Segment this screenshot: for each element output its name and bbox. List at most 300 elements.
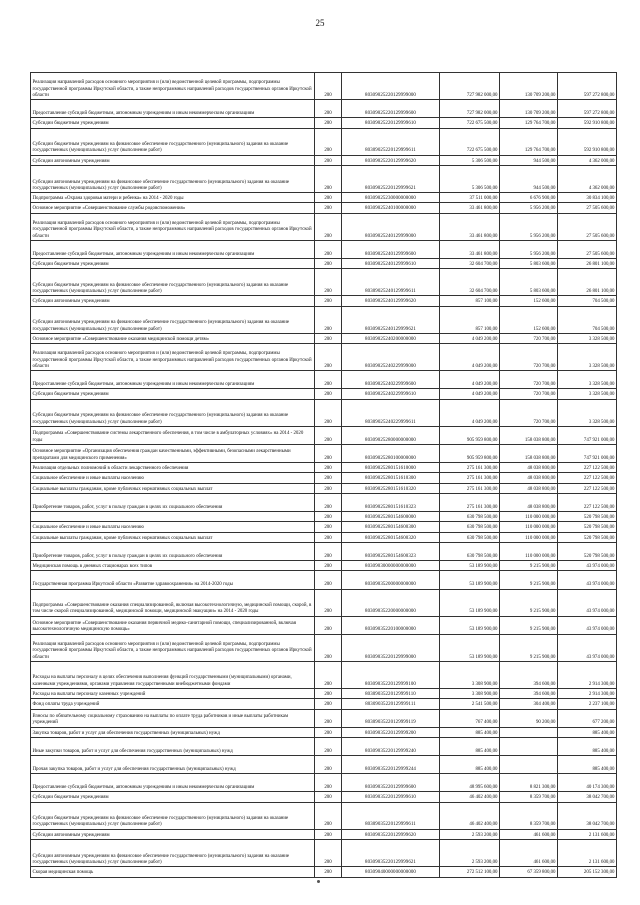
expense-name-cell: Субсидии бюджетным учреждениям на финансовое обеспечение государственного (муниципального) задания на оказание государственных (муниципальных) услуг (выполнение работ) bbox=[31, 802, 315, 829]
expense-name-cell: Предоставление субсидий бюджетным, автономным учреждениям и иным некоммерческим организациям bbox=[31, 240, 315, 258]
classification-code-cell: 80309035220129999621 bbox=[342, 840, 440, 867]
admin-code-cell: 200 bbox=[315, 118, 342, 128]
admin-code-cell: 200 bbox=[315, 344, 342, 371]
classification-code-cell: 80309025280154600300 bbox=[342, 522, 440, 532]
classification-code-cell: 80309035220129999240 bbox=[342, 738, 440, 756]
amount-third-cell: 747 921 000,00 bbox=[558, 426, 617, 444]
table-row bbox=[31, 532, 617, 542]
amount-total-cell: 2 593 200,00 bbox=[440, 840, 500, 867]
classification-code-cell: 80309040000000000000 bbox=[342, 867, 440, 877]
classification-code-cell: 80309035220000000000 bbox=[342, 589, 440, 616]
expense-name-cell: Подпрограмма «Совершенствование оказания специализированной, включая высокотехнологичную, медицинской помощи, скорой, в том числе скорой специализированной, медицинской помощи, медицинской эвакуации» на 2014 - 2020 годы bbox=[31, 589, 315, 616]
expense-name-cell: Подпрограмма «Охрана здоровья матери и ребенка» на 2014 - 2020 годы bbox=[31, 193, 315, 203]
amount-total-cell: 2 541 500,00 bbox=[440, 699, 500, 709]
amount-third-cell: 38 042 700,00 bbox=[558, 792, 617, 802]
amount-total-cell: 5 306 500,00 bbox=[440, 155, 500, 165]
amount-total-cell: 53 189 900,00 bbox=[440, 634, 500, 661]
amount-total-cell: 53 189 900,00 bbox=[440, 616, 500, 634]
amount-total-cell: 46 402 400,00 bbox=[440, 792, 500, 802]
amount-second-cell: 130 709 200,00 bbox=[500, 100, 558, 118]
page-number: 25 bbox=[315, 18, 325, 28]
amount-second-cell: 48 038 800,00 bbox=[500, 483, 558, 493]
expense-name-cell: Основное мероприятие «Организация обеспечения граждан качественными, эффективными, безопасными лекарственными препаратами для медицинского применения» bbox=[31, 444, 315, 462]
amount-second-cell: 720 700,00 bbox=[500, 371, 558, 389]
table-row bbox=[31, 333, 617, 343]
expense-name-cell: Субсидии автономным учреждениям bbox=[31, 296, 315, 306]
amount-third-cell: 43 974 000,00 bbox=[558, 589, 617, 616]
table-row bbox=[31, 73, 617, 100]
classification-code-cell: 80309025230000000000 bbox=[342, 193, 440, 203]
expense-name-cell: Закупка товаров, работ и услуг для обеспечения государственных (муниципальных) нужд bbox=[31, 727, 315, 737]
classification-code-cell: 80309035220129999600 bbox=[342, 774, 440, 792]
table-row bbox=[31, 213, 617, 240]
expense-name-cell: Предоставление субсидий бюджетным, автономным учреждениям и иным некоммерческим организациям bbox=[31, 371, 315, 389]
classification-code-cell: 80309025240129999610 bbox=[342, 258, 440, 268]
table-row bbox=[31, 473, 617, 483]
amount-third-cell: 2 237 100,00 bbox=[558, 699, 617, 709]
amount-second-cell: 158 038 800,00 bbox=[500, 444, 558, 462]
classification-code-cell: 80309025240229999611 bbox=[342, 399, 440, 426]
classification-code-cell: 80309035220100000000 bbox=[342, 616, 440, 634]
admin-code-cell: 200 bbox=[315, 738, 342, 756]
amount-second-cell: 461 600,00 bbox=[500, 840, 558, 867]
amount-total-cell: 4 049 200,00 bbox=[440, 399, 500, 426]
admin-code-cell: 200 bbox=[315, 165, 342, 192]
expense-name-cell: Субсидии бюджетным учреждениям bbox=[31, 118, 315, 128]
amount-total-cell: 272 512 100,00 bbox=[440, 867, 500, 877]
admin-code-cell: 200 bbox=[315, 371, 342, 389]
table-row bbox=[31, 306, 617, 333]
amount-total-cell: 32 604 700,00 bbox=[440, 258, 500, 268]
admin-code-cell: 200 bbox=[315, 203, 342, 213]
expense-name-cell: Государственная программа Иркутской области «Развитие здравоохранения» на 2014-2020 годы bbox=[31, 571, 315, 589]
expense-name-cell: Субсидии автономным учреждениям на финансовое обеспечение государственного (муниципального) задания на оказание государственных (муниципальных) услуг (выполнение работ) bbox=[31, 840, 315, 867]
admin-code-cell: 200 bbox=[315, 616, 342, 634]
classification-code-cell: 80309025280151610323 bbox=[342, 494, 440, 512]
table-row bbox=[31, 483, 617, 493]
admin-code-cell: 200 bbox=[315, 709, 342, 727]
expense-name-cell: Предоставление субсидий бюджетным, автономным учреждениям и иным некоммерческим организациям bbox=[31, 774, 315, 792]
amount-second-cell: 110 000 000,00 bbox=[500, 532, 558, 542]
table-row bbox=[31, 727, 617, 737]
amount-third-cell: 3 328 500,00 bbox=[558, 333, 617, 343]
amount-third-cell: 520 798 500,00 bbox=[558, 512, 617, 522]
classification-code-cell: 80309025220129999620 bbox=[342, 155, 440, 165]
classification-code-cell: 80309025240100000000 bbox=[342, 203, 440, 213]
amount-total-cell: 53 189 900,00 bbox=[440, 589, 500, 616]
expense-name-cell: Субсидии автономным учреждениям на финансовое обеспечение государственного (муниципального) задания на оказание государственных (муниципальных) услуг (выполнение работ) bbox=[31, 306, 315, 333]
admin-code-cell: 200 bbox=[315, 100, 342, 118]
classification-code-cell: 80309035220129999200 bbox=[342, 727, 440, 737]
classification-code-cell: 80309025220129999611 bbox=[342, 128, 440, 155]
classification-code-cell: 80309025280154600323 bbox=[342, 543, 440, 561]
table-row bbox=[31, 738, 617, 756]
amount-third-cell: 2 914 300,00 bbox=[558, 661, 617, 688]
admin-code-cell: 200 bbox=[315, 444, 342, 462]
expense-name-cell: Субсидии бюджетным учреждениям bbox=[31, 389, 315, 399]
classification-code-cell: 80309025240129999620 bbox=[342, 296, 440, 306]
amount-total-cell: 5 306 500,00 bbox=[440, 165, 500, 192]
amount-total-cell: 722 675 500,00 bbox=[440, 118, 500, 128]
amount-third-cell: 227 122 500,00 bbox=[558, 463, 617, 473]
table-row bbox=[31, 258, 617, 268]
expense-name-cell: Реализация направлений расходов основного мероприятия и (или) ведомственной целевой программы, подпрограммы государственной программы Иркутской области, а также непрограммных направлений расходов государственных органов Иркутской области bbox=[31, 344, 315, 371]
amount-total-cell: 857 100,00 bbox=[440, 306, 500, 333]
amount-total-cell: 4 049 200,00 bbox=[440, 389, 500, 399]
classification-code-cell: 80309025220129999610 bbox=[342, 118, 440, 128]
amount-total-cell: 275 161 300,00 bbox=[440, 483, 500, 493]
amount-second-cell: 48 038 800,00 bbox=[500, 473, 558, 483]
admin-code-cell: 200 bbox=[315, 463, 342, 473]
classification-code-cell: 80309025240229999610 bbox=[342, 389, 440, 399]
amount-third-cell: 2 914 300,00 bbox=[558, 689, 617, 699]
amount-total-cell: 275 161 300,00 bbox=[440, 494, 500, 512]
expense-name-cell: Фонд оплаты труда учреждений bbox=[31, 699, 315, 709]
amount-second-cell: 5 956 200,00 bbox=[500, 240, 558, 258]
amount-total-cell: 37 511 000,00 bbox=[440, 193, 500, 203]
amount-total-cell: 767 400,00 bbox=[440, 709, 500, 727]
classification-code-cell: 80309025240129999600 bbox=[342, 240, 440, 258]
amount-total-cell: 630 798 500,00 bbox=[440, 512, 500, 522]
admin-code-cell: 200 bbox=[315, 792, 342, 802]
table-row bbox=[31, 774, 617, 792]
amount-second-cell: 67 359 800,00 bbox=[500, 867, 558, 877]
amount-total-cell: 48 995 600,00 bbox=[440, 774, 500, 792]
amount-third-cell: 27 505 600,00 bbox=[558, 203, 617, 213]
table-row bbox=[31, 571, 617, 589]
classification-code-cell: 80309025220129999621 bbox=[342, 165, 440, 192]
admin-code-cell: 200 bbox=[315, 522, 342, 532]
table-row bbox=[31, 867, 617, 877]
expense-name-cell: Субсидии бюджетным учреждениям на финансовое обеспечение государственного (муниципального) задания на оказание государственных (муниципальных) услуг (выполнение работ) bbox=[31, 269, 315, 296]
classification-code-cell: 80309025240129999611 bbox=[342, 269, 440, 296]
table-row bbox=[31, 155, 617, 165]
amount-second-cell: 8 821 300,00 bbox=[500, 774, 558, 792]
amount-third-cell: 4 362 000,00 bbox=[558, 155, 617, 165]
amount-third-cell: 43 974 000,00 bbox=[558, 561, 617, 571]
amount-third-cell: 677 200,00 bbox=[558, 709, 617, 727]
amount-total-cell: 727 982 000,00 bbox=[440, 73, 500, 100]
amount-second-cell: 9 215 900,00 bbox=[500, 634, 558, 661]
expense-name-cell: Реализация направлений расходов основного мероприятия и (или) ведомственной целевой программы, подпрограммы государственной программы Иркутской области, а также непрограммных направлений расходов государственных органов Иркутской области bbox=[31, 634, 315, 661]
expense-name-cell: Медицинская помощь в дневных стационарах всех типов bbox=[31, 561, 315, 571]
classification-code-cell: 80309025280000000000 bbox=[342, 426, 440, 444]
table-row bbox=[31, 203, 617, 213]
table-row bbox=[31, 371, 617, 389]
classification-code-cell: 80309035220129999620 bbox=[342, 829, 440, 839]
classification-code-cell: 80309025280154600320 bbox=[342, 532, 440, 542]
classification-code-cell: 80309025280154600000 bbox=[342, 512, 440, 522]
table-row bbox=[31, 689, 617, 699]
classification-code-cell: 80309025240200000000 bbox=[342, 333, 440, 343]
table-row bbox=[31, 699, 617, 709]
table-row bbox=[31, 296, 617, 306]
expense-name-cell: Приобретение товаров, работ, услуг в пользу граждан в целях их социального обеспечения bbox=[31, 543, 315, 561]
amount-total-cell: 885 400,00 bbox=[440, 756, 500, 774]
amount-total-cell: 722 675 500,00 bbox=[440, 128, 500, 155]
admin-code-cell: 200 bbox=[315, 483, 342, 493]
admin-code-cell: 200 bbox=[315, 571, 342, 589]
amount-second-cell: 9 215 900,00 bbox=[500, 616, 558, 634]
amount-third-cell: 592 910 800,00 bbox=[558, 128, 617, 155]
amount-total-cell: 3 308 900,00 bbox=[440, 689, 500, 699]
amount-second-cell: 5 956 200,00 bbox=[500, 203, 558, 213]
classification-code-cell: 80309025220129999600 bbox=[342, 100, 440, 118]
classification-code-cell: 80309030000000000000 bbox=[342, 561, 440, 571]
table-row bbox=[31, 118, 617, 128]
admin-code-cell: 200 bbox=[315, 494, 342, 512]
expense-name-cell bbox=[31, 512, 315, 522]
amount-second-cell: 158 038 800,00 bbox=[500, 426, 558, 444]
admin-code-cell: 200 bbox=[315, 543, 342, 561]
amount-third-cell: 26 801 100,00 bbox=[558, 269, 617, 296]
amount-total-cell: 53 189 900,00 bbox=[440, 561, 500, 571]
amount-second-cell: 944 500,00 bbox=[500, 165, 558, 192]
expense-name-cell: Социальное обеспечение и иные выплаты населению bbox=[31, 473, 315, 483]
amount-second-cell: 9 215 900,00 bbox=[500, 561, 558, 571]
admin-code-cell: 200 bbox=[315, 727, 342, 737]
amount-total-cell: 905 959 800,00 bbox=[440, 444, 500, 462]
table-row bbox=[31, 494, 617, 512]
amount-third-cell: 30 834 100,00 bbox=[558, 193, 617, 203]
expense-name-cell: Субсидии бюджетным учреждениям bbox=[31, 258, 315, 268]
amount-third-cell: 747 921 000,00 bbox=[558, 444, 617, 462]
amount-total-cell: 727 982 000,00 bbox=[440, 100, 500, 118]
admin-code-cell: 200 bbox=[315, 532, 342, 542]
classification-code-cell: 80309035200000000000 bbox=[342, 571, 440, 589]
admin-code-cell: 200 bbox=[315, 155, 342, 165]
amount-total-cell: 2 593 200,00 bbox=[440, 829, 500, 839]
amount-second-cell: 110 000 000,00 bbox=[500, 522, 558, 532]
amount-second-cell: 48 038 800,00 bbox=[500, 463, 558, 473]
amount-second-cell: 8 359 700,00 bbox=[500, 802, 558, 829]
amount-third-cell: 2 131 600,00 bbox=[558, 829, 617, 839]
classification-code-cell: 80309025280151610320 bbox=[342, 483, 440, 493]
scan-dot bbox=[317, 880, 320, 883]
expense-name-cell: Субсидии бюджетным учреждениям на финансовое обеспечение государственного (муниципального) задания на оказание государственных (муниципальных) услуг (выполнение работ) bbox=[31, 399, 315, 426]
table-row bbox=[31, 165, 617, 192]
amount-second-cell bbox=[500, 756, 558, 774]
admin-code-cell: 200 bbox=[315, 689, 342, 699]
expense-name-cell: Социальные выплаты гражданам, кроме публичных нормативных социальных выплат bbox=[31, 532, 315, 542]
classification-code-cell: 80309035220129999244 bbox=[342, 756, 440, 774]
table-row bbox=[31, 512, 617, 522]
admin-code-cell: 200 bbox=[315, 589, 342, 616]
expense-name-cell: Реализация направлений расходов основного мероприятия и (или) ведомственной целевой программы, подпрограммы государственной программы Иркутской области, а также непрограммных направлений расходов государственных органов Иркутской области bbox=[31, 213, 315, 240]
amount-third-cell: 2 131 600,00 bbox=[558, 840, 617, 867]
expense-name-cell: Социальные выплаты гражданам, кроме публичных нормативных социальных выплат bbox=[31, 483, 315, 493]
expense-name-cell: Субсидии бюджетным учреждениям на финансовое обеспечение государственного (муниципального) задания на оказание государственных (муниципальных) услуг (выполнение работ) bbox=[31, 128, 315, 155]
amount-second-cell: 5 803 600,00 bbox=[500, 269, 558, 296]
admin-code-cell: 200 bbox=[315, 829, 342, 839]
amount-second-cell: 129 764 700,00 bbox=[500, 128, 558, 155]
amount-total-cell: 630 798 500,00 bbox=[440, 532, 500, 542]
table-row bbox=[31, 561, 617, 571]
amount-third-cell: 227 122 500,00 bbox=[558, 473, 617, 483]
amount-second-cell: 720 700,00 bbox=[500, 399, 558, 426]
expense-name-cell: Расходы на выплаты персоналу в целях обеспечения выполнения функций государственными (муниципальными) органами, казенными учреждениями, органами управления государственными внебюджетными фондами bbox=[31, 661, 315, 688]
amount-second-cell bbox=[500, 738, 558, 756]
admin-code-cell: 200 bbox=[315, 699, 342, 709]
amount-third-cell: 26 801 100,00 bbox=[558, 258, 617, 268]
amount-third-cell: 3 328 500,00 bbox=[558, 399, 617, 426]
table-row bbox=[31, 128, 617, 155]
amount-second-cell: 130 709 200,00 bbox=[500, 73, 558, 100]
amount-total-cell: 905 959 800,00 bbox=[440, 426, 500, 444]
classification-code-cell: 80309025240129999000 bbox=[342, 213, 440, 240]
amount-second-cell: 944 500,00 bbox=[500, 155, 558, 165]
classification-code-cell: 80309035220129999111 bbox=[342, 699, 440, 709]
table-row bbox=[31, 792, 617, 802]
amount-third-cell: 885 400,00 bbox=[558, 756, 617, 774]
classification-code-cell: 80309035220129999610 bbox=[342, 792, 440, 802]
table-row bbox=[31, 463, 617, 473]
classification-code-cell: 80309025220129999000 bbox=[342, 73, 440, 100]
amount-second-cell: 6 676 900,00 bbox=[500, 193, 558, 203]
amount-third-cell: 520 798 500,00 bbox=[558, 522, 617, 532]
table-row bbox=[31, 389, 617, 399]
amount-third-cell: 592 910 800,00 bbox=[558, 118, 617, 128]
admin-code-cell: 200 bbox=[315, 306, 342, 333]
amount-third-cell: 43 974 000,00 bbox=[558, 616, 617, 634]
amount-total-cell: 32 604 700,00 bbox=[440, 269, 500, 296]
classification-code-cell: 80309025280100000000 bbox=[342, 444, 440, 462]
amount-second-cell: 9 215 900,00 bbox=[500, 589, 558, 616]
amount-third-cell: 3 328 500,00 bbox=[558, 344, 617, 371]
admin-code-cell: 200 bbox=[315, 512, 342, 522]
amount-total-cell: 46 402 400,00 bbox=[440, 802, 500, 829]
amount-third-cell: 205 152 300,00 bbox=[558, 867, 617, 877]
admin-code-cell: 200 bbox=[315, 213, 342, 240]
amount-total-cell: 885 400,00 bbox=[440, 738, 500, 756]
amount-total-cell: 630 798 500,00 bbox=[440, 522, 500, 532]
admin-code-cell: 200 bbox=[315, 193, 342, 203]
expense-name-cell: Предоставление субсидий бюджетным, автономным учреждениям и иным некоммерческим организациям bbox=[31, 100, 315, 118]
amount-total-cell: 4 049 200,00 bbox=[440, 371, 500, 389]
amount-second-cell: 394 600,00 bbox=[500, 661, 558, 688]
table-row bbox=[31, 756, 617, 774]
expense-name-cell: Расходы на выплаты персоналу казенных учреждений bbox=[31, 689, 315, 699]
table-row bbox=[31, 661, 617, 688]
amount-second-cell: 5 956 200,00 bbox=[500, 213, 558, 240]
table-row bbox=[31, 709, 617, 727]
expense-name-cell: Основное мероприятие «Совершенствование службы родовспоможения» bbox=[31, 203, 315, 213]
classification-code-cell: 80309025240129999621 bbox=[342, 306, 440, 333]
table-row bbox=[31, 444, 617, 462]
admin-code-cell: 200 bbox=[315, 269, 342, 296]
expense-name-cell: Взносы по обязательному социальному страхованию на выплаты по оплате труда работников и иные выплаты работникам учреждений bbox=[31, 709, 315, 727]
admin-code-cell: 200 bbox=[315, 333, 342, 343]
expense-name-cell: Субсидии автономным учреждениям на финансовое обеспечение государственного (муниципального) задания на оказание государственных (муниципальных) услуг (выполнение работ) bbox=[31, 165, 315, 192]
table-body bbox=[31, 73, 617, 878]
amount-third-cell: 597 272 800,00 bbox=[558, 100, 617, 118]
expense-name-cell: Иные закупки товаров, работ и услуг для обеспечения государственных (муниципальных) нужд bbox=[31, 738, 315, 756]
admin-code-cell: 200 bbox=[315, 399, 342, 426]
table-row bbox=[31, 616, 617, 634]
amount-total-cell: 275 161 300,00 bbox=[440, 463, 500, 473]
admin-code-cell: 200 bbox=[315, 73, 342, 100]
amount-third-cell: 227 122 500,00 bbox=[558, 483, 617, 493]
amount-third-cell: 40 174 300,00 bbox=[558, 774, 617, 792]
classification-code-cell: 80309035220129999611 bbox=[342, 802, 440, 829]
admin-code-cell: 200 bbox=[315, 661, 342, 688]
admin-code-cell: 200 bbox=[315, 561, 342, 571]
table-row bbox=[31, 426, 617, 444]
table-row bbox=[31, 269, 617, 296]
expense-name-cell: Подпрограмма «Совершенствование системы лекарственного обеспечения, в том числе в амбулаторных условиях» на 2014 - 2020 годы bbox=[31, 426, 315, 444]
amount-total-cell: 630 798 500,00 bbox=[440, 543, 500, 561]
amount-second-cell: 9 215 900,00 bbox=[500, 571, 558, 589]
amount-total-cell: 885 400,00 bbox=[440, 727, 500, 737]
expense-name-cell: Субсидии автономным учреждениям bbox=[31, 155, 315, 165]
admin-code-cell: 200 bbox=[315, 840, 342, 867]
table-row bbox=[31, 634, 617, 661]
amount-second-cell: 110 000 000,00 bbox=[500, 512, 558, 522]
amount-third-cell: 520 798 500,00 bbox=[558, 543, 617, 561]
table-row bbox=[31, 802, 617, 829]
table-row bbox=[31, 100, 617, 118]
budget-table bbox=[30, 72, 617, 878]
classification-code-cell: 80309025280151610000 bbox=[342, 463, 440, 473]
classification-code-cell: 80309025240229999600 bbox=[342, 371, 440, 389]
amount-total-cell: 3 308 900,00 bbox=[440, 661, 500, 688]
expense-name-cell: Реализация отдельных полномочий в области лекарственного обеспечения bbox=[31, 463, 315, 473]
amount-second-cell: 5 803 600,00 bbox=[500, 258, 558, 268]
amount-third-cell: 3 328 500,00 bbox=[558, 371, 617, 389]
amount-second-cell: 720 700,00 bbox=[500, 389, 558, 399]
amount-second-cell: 304 400,00 bbox=[500, 699, 558, 709]
classification-code-cell: 80309035220129999000 bbox=[342, 634, 440, 661]
admin-code-cell: 200 bbox=[315, 756, 342, 774]
classification-code-cell: 80309035220129999100 bbox=[342, 661, 440, 688]
expense-name-cell: Основное мероприятие «Совершенствование оказания медицинской помощи детям» bbox=[31, 333, 315, 343]
amount-total-cell: 33 461 800,00 bbox=[440, 203, 500, 213]
classification-code-cell: 80309025280151610300 bbox=[342, 473, 440, 483]
admin-code-cell: 200 bbox=[315, 867, 342, 877]
amount-third-cell: 885 400,00 bbox=[558, 727, 617, 737]
amount-third-cell: 27 505 600,00 bbox=[558, 213, 617, 240]
admin-code-cell: 200 bbox=[315, 802, 342, 829]
expense-name-cell: Приобретение товаров, работ, услуг в пользу граждан в целях их социального обеспечения bbox=[31, 494, 315, 512]
table-row bbox=[31, 829, 617, 839]
amount-total-cell: 857 100,00 bbox=[440, 296, 500, 306]
amount-third-cell: 520 798 500,00 bbox=[558, 532, 617, 542]
amount-second-cell: 152 600,00 bbox=[500, 306, 558, 333]
admin-code-cell: 200 bbox=[315, 426, 342, 444]
amount-second-cell bbox=[500, 727, 558, 737]
amount-third-cell: 43 974 000,00 bbox=[558, 634, 617, 661]
amount-total-cell: 33 461 800,00 bbox=[440, 240, 500, 258]
amount-third-cell: 704 500,00 bbox=[558, 306, 617, 333]
table-row bbox=[31, 840, 617, 867]
admin-code-cell: 200 bbox=[315, 774, 342, 792]
table-row bbox=[31, 543, 617, 561]
amount-second-cell: 8 359 700,00 bbox=[500, 792, 558, 802]
amount-third-cell: 4 362 000,00 bbox=[558, 165, 617, 192]
amount-total-cell: 275 161 300,00 bbox=[440, 473, 500, 483]
amount-total-cell: 4 049 200,00 bbox=[440, 344, 500, 371]
table-row bbox=[31, 193, 617, 203]
amount-third-cell: 38 042 700,00 bbox=[558, 802, 617, 829]
admin-code-cell: 200 bbox=[315, 296, 342, 306]
amount-third-cell: 885 400,00 bbox=[558, 738, 617, 756]
amount-third-cell: 43 974 000,00 bbox=[558, 571, 617, 589]
expense-name-cell: Субсидии бюджетным учреждениям bbox=[31, 792, 315, 802]
table-row bbox=[31, 399, 617, 426]
admin-code-cell: 200 bbox=[315, 634, 342, 661]
expense-name-cell: Скорая медицинская помощь bbox=[31, 867, 315, 877]
admin-code-cell: 200 bbox=[315, 473, 342, 483]
